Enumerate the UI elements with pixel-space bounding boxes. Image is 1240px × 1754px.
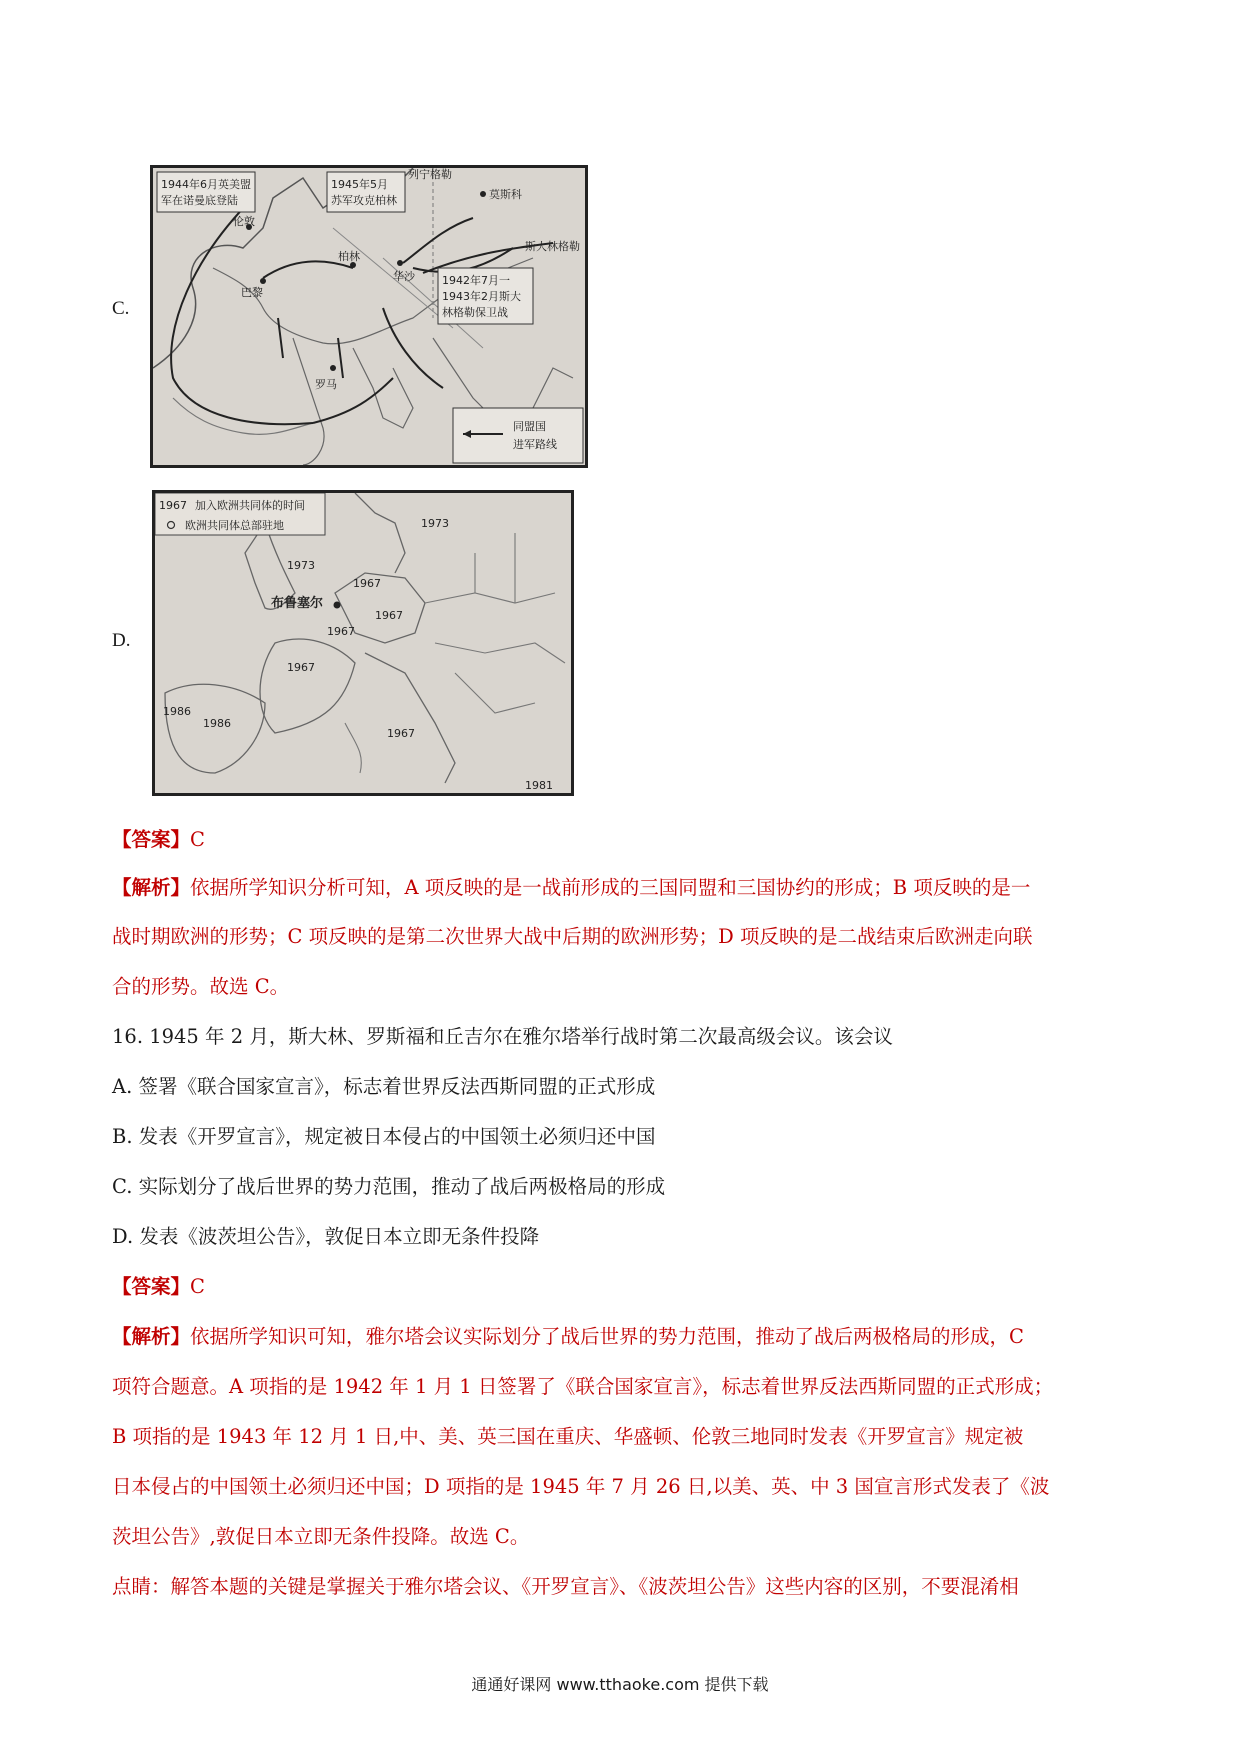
q16-analysis-text-1: 依据所学知识可知，雅尔塔会议实际划分了战后世界的势力范围，推动了战后两极格局的形成，C xyxy=(190,1325,1024,1348)
map-c-label-berlin-note2: 苏军攻克柏林 xyxy=(331,194,397,207)
q15-answer-label: 【答案】 xyxy=(112,828,191,851)
q16-analysis-label: 【解析】 xyxy=(112,1325,191,1348)
map-c-label-normandy: 1944年6月英美盟 xyxy=(161,178,251,191)
q16-answer-label: 【答案】 xyxy=(112,1275,191,1298)
map-d-european-community xyxy=(152,490,574,796)
option-d-label: D. xyxy=(112,630,131,651)
q16-option-b: B. 发表《开罗宣言》，规定被日本侵占的中国领土必须归还中国 xyxy=(112,1125,656,1148)
q16-tip: 点睛：解答本题的关键是掌握关于雅尔塔会议、《开罗宣言》、《波茨坦公告》这些内容的区别，不要混淆相 xyxy=(112,1575,1019,1598)
map-d-year-be: 1967 xyxy=(327,625,355,638)
q16-answer xyxy=(112,1272,205,1302)
map-c-label-leningrad: 列宁格勒 xyxy=(408,168,452,181)
page-footer: 通通好课网 www.tthaoke.com 提供下载 xyxy=(471,1675,769,1694)
q16-analysis-line-2: 项符合题意。A 项指的是 1942 年 1 月 1 日签署了《联合国家宣言》，标志着世界反法西斯同盟的正式形成； xyxy=(112,1375,1054,1398)
map-c-legend-1: 同盟国 xyxy=(513,420,546,433)
map-d-legend-year: 1967 xyxy=(159,499,187,512)
map-c-label-normandy2: 军在诺曼底登陆 xyxy=(161,194,238,207)
map-d-label-brussels: 布鲁塞尔 xyxy=(271,596,324,611)
map-d-legend-text2: 欧洲共同体总部驻地 xyxy=(185,519,284,532)
map-c-label-battle1: 1942年7月一 xyxy=(442,274,510,287)
map-c-label-london: 伦敦 xyxy=(233,215,255,228)
map-c-label-battle2: 1943年2月斯大 xyxy=(442,290,521,303)
map-d-year-dk: 1973 xyxy=(421,517,449,530)
q16-answer-value: C xyxy=(190,1275,205,1298)
map-c-label-battle3: 林格勒保卫战 xyxy=(442,306,508,319)
map-d-year-pt: 1986 xyxy=(163,705,191,718)
q16-stem: 16. 1945 年 2 月，斯大林、罗斯福和丘吉尔在雅尔塔举行战时第二次最高级会议。该会议 xyxy=(112,1025,893,1048)
q15-analysis-line-3: 合的形势。故选 C。 xyxy=(112,975,290,998)
map-c-label-rome: 罗马 xyxy=(315,378,337,391)
q16-option-d: D. 发表《波茨坦公告》，敦促日本立即无条件投降 xyxy=(112,1225,540,1248)
q16-option-a: A. 签署《联合国家宣言》，标志着世界反法西斯同盟的正式形成 xyxy=(112,1075,656,1098)
map-c-label-paris: 巴黎 xyxy=(241,286,263,299)
option-c-label: C. xyxy=(112,298,130,319)
q16-analysis-line-1 xyxy=(112,1322,1024,1352)
map-c-label-berlin: 柏林 xyxy=(338,250,360,263)
map-d-year-it: 1967 xyxy=(387,727,415,740)
q15-analysis-label: 【解析】 xyxy=(112,876,191,899)
q16-analysis-line-5: 茨坦公告》,敦促日本立即无条件投降。故选 C。 xyxy=(112,1525,530,1548)
map-c-label-stalingrad: 斯大林格勒 xyxy=(525,240,580,253)
map-c-label-warsaw: 华沙 xyxy=(393,270,415,283)
q15-answer-value: C xyxy=(190,828,205,851)
map-c-legend-2: 进军路线 xyxy=(513,438,557,451)
q15-analysis-text-1: 依据所学知识分析可知，A 项反映的是一战前形成的三国同盟和三国协约的形成；B 项反映的是一 xyxy=(190,876,1031,899)
q15-analysis-line-1 xyxy=(112,873,1030,903)
map-d-year-nl: 1967 xyxy=(353,577,381,590)
map-d-year-uk: 1973 xyxy=(287,559,315,572)
map-d-year-es: 1986 xyxy=(203,717,231,730)
q16-analysis-line-4: 日本侵占的中国领土必须归还中国；D 项指的是 1945 年 7 月 26 日,以美、英、中 3 国宣言形式发表了《波 xyxy=(112,1475,1050,1498)
map-c-label-moscow: 莫斯科 xyxy=(489,188,522,201)
map-c-ww2-europe xyxy=(150,165,588,468)
map-d-legend-text1: 加入欧洲共同体的时间 xyxy=(195,499,305,512)
q16-analysis-line-3: B 项指的是 1943 年 12 月 1 日,中、美、英三国在重庆、华盛顿、伦敦三地同时发表《开罗宣言》规定被 xyxy=(112,1425,1024,1448)
q15-analysis-line-2: 战时期欧洲的形势；C 项反映的是第二次世界大战中后期的欧洲形势；D 项反映的是二战结束后欧洲走向联 xyxy=(112,925,1033,948)
map-c-label-berlin-note: 1945年5月 xyxy=(331,178,388,191)
map-d-year-fr: 1967 xyxy=(287,661,315,674)
map-d-year-de: 1967 xyxy=(375,609,403,622)
map-d-year-gr: 1981 xyxy=(525,779,553,792)
q15-answer xyxy=(112,825,205,855)
q16-option-c: C. 实际划分了战后世界的势力范围，推动了战后两极格局的形成 xyxy=(112,1175,666,1198)
